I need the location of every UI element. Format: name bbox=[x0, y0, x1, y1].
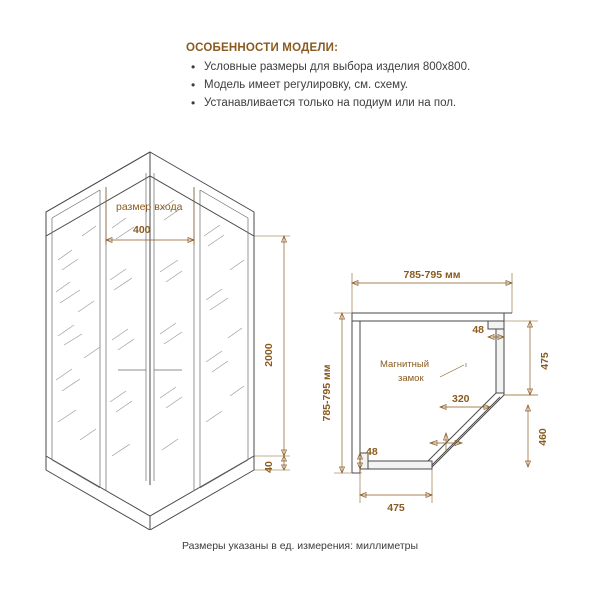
dim-475-bottom-label: 475 bbox=[387, 502, 405, 514]
feature-item: • Модель имеет регулировку, см. схему. bbox=[204, 77, 566, 94]
footnote: Размеры указаны в ед. измерения: миллиметры bbox=[181, 540, 419, 552]
dim-48-top-label: 48 bbox=[472, 324, 484, 336]
dim-475-right-label: 475 bbox=[539, 352, 551, 370]
feature-item: • Устанавливается только на подиум или на пол. bbox=[204, 95, 566, 112]
top-dim-label: 785-795 мм bbox=[403, 269, 461, 281]
entrance-value: 400 bbox=[133, 224, 151, 236]
dim-320-label: 320 bbox=[452, 393, 470, 405]
dim-460-label: 460 bbox=[537, 428, 549, 446]
tray-value: 40 bbox=[263, 461, 275, 473]
height-value: 2000 bbox=[263, 343, 275, 367]
right-glass-panel bbox=[200, 190, 248, 488]
shower-cabin-plan-drawing bbox=[290, 255, 580, 535]
feature-item: • Условные размеры для выбора изделия 800x800. bbox=[204, 59, 566, 76]
dim-475-right bbox=[504, 321, 538, 395]
left-dimension bbox=[334, 313, 362, 473]
entrance-label: размер входа bbox=[116, 201, 183, 213]
dim-48-left-label: 48 bbox=[366, 446, 378, 458]
left-dim-label: 785-795 мм bbox=[321, 364, 333, 422]
dim-320 bbox=[440, 405, 490, 410]
features-list bbox=[186, 59, 566, 112]
features-block bbox=[186, 42, 566, 113]
dim-475-bottom bbox=[360, 469, 432, 503]
lock-label-line1: Магнитный bbox=[380, 359, 430, 370]
features-title: ОСОБЕННОСТИ МОДЕЛИ: bbox=[186, 42, 339, 54]
lock-label-line2: замок bbox=[398, 373, 424, 384]
shower-cabin-3d-drawing bbox=[22, 140, 302, 530]
left-glass-panel bbox=[52, 190, 100, 488]
